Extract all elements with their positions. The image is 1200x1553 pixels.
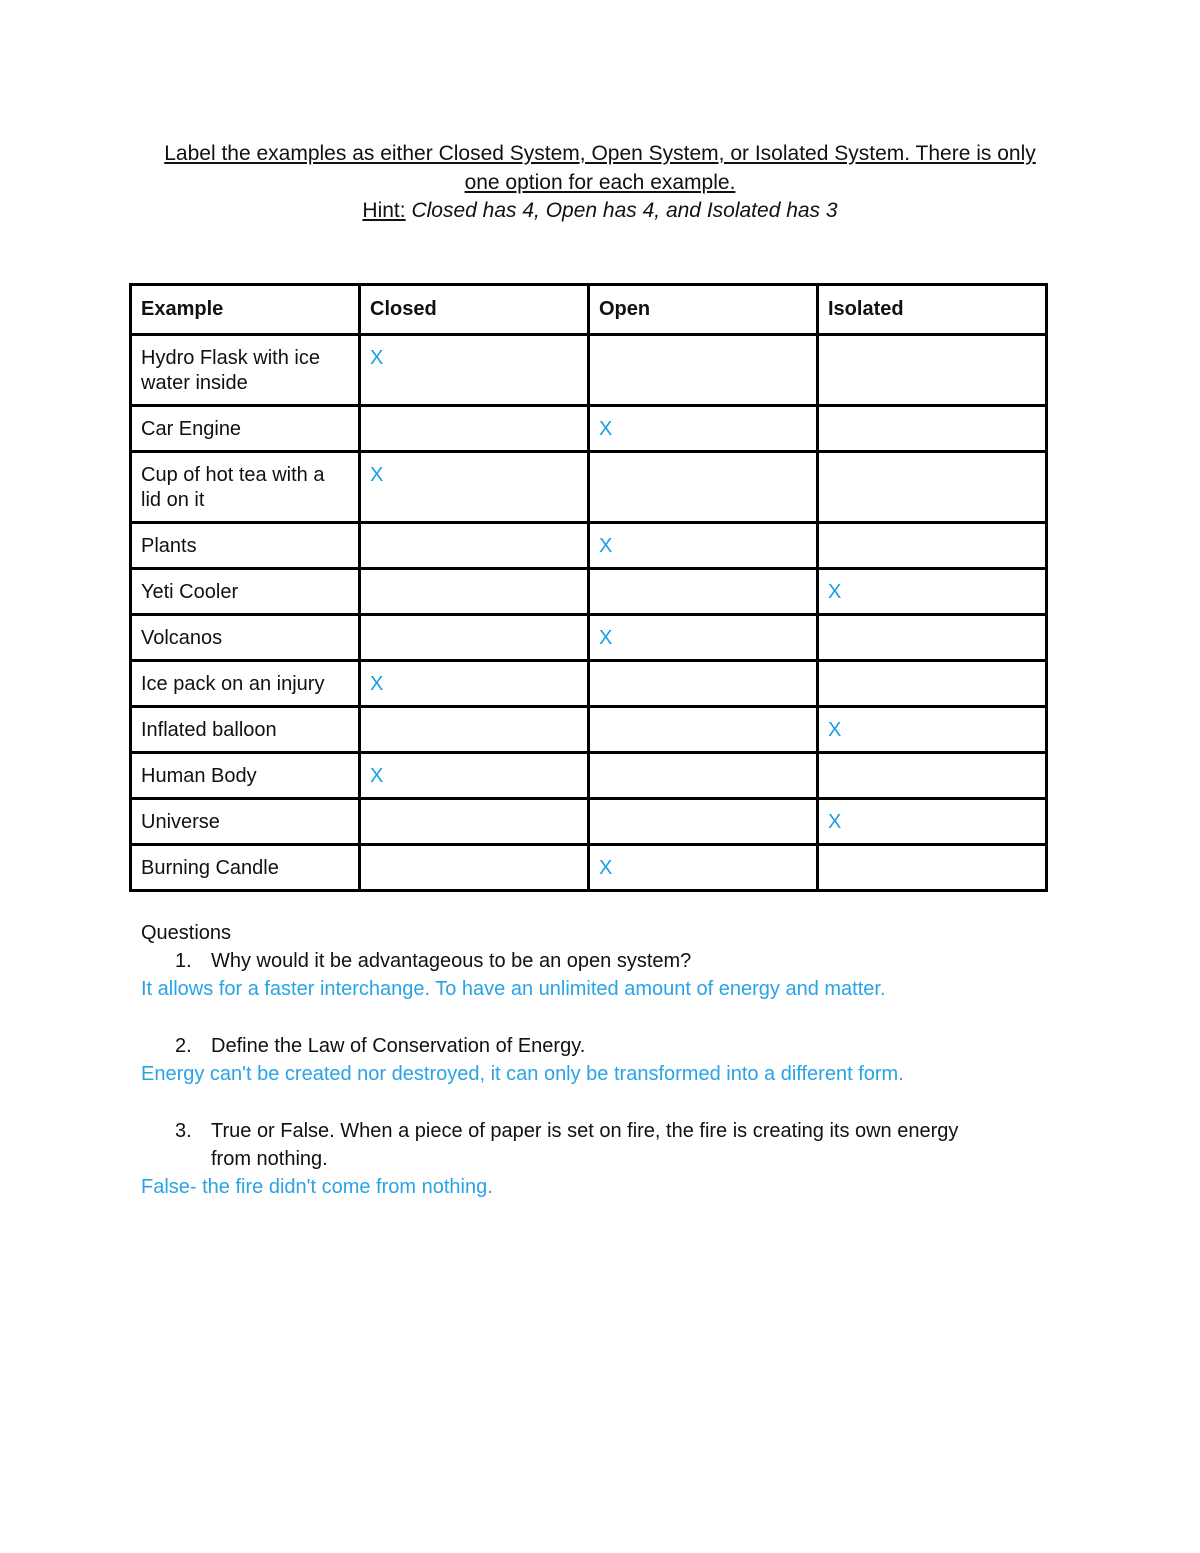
hint-text: Closed has 4, Open has 4, and Isolated has 3 [411, 199, 838, 222]
cell-isolated [818, 523, 1047, 569]
hint-label: Hint: [362, 199, 406, 222]
question-block-2 [141, 1032, 1041, 1089]
cell-example: Cup of hot tea with a lid on it [131, 452, 360, 523]
cell-closed: X [360, 452, 589, 523]
cell-open: X [589, 845, 818, 891]
cell-example: Universe [131, 799, 360, 845]
question-3 [141, 1117, 1041, 1173]
table-row [131, 753, 1047, 799]
table-row [131, 335, 1047, 406]
cell-closed [360, 615, 589, 661]
answer-1: It allows for a faster interchange. To have an unlimited amount of energy and matter. [141, 978, 886, 1000]
table-row [131, 615, 1047, 661]
cell-open: X [589, 615, 818, 661]
question-2 [141, 1032, 1041, 1060]
cell-example: Human Body [131, 753, 360, 799]
table-row [131, 406, 1047, 452]
cell-example: Yeti Cooler [131, 569, 360, 615]
question-text: Why would it be advantageous to be an open system? [211, 950, 692, 972]
cell-open [589, 335, 818, 406]
table-row [131, 799, 1047, 845]
table-header-row [131, 285, 1047, 335]
cell-example: Ice pack on an injury [131, 661, 360, 707]
cell-example: Volcanos [131, 615, 360, 661]
cell-open: X [589, 406, 818, 452]
cell-example: Hydro Flask with ice water inside [131, 335, 360, 406]
cell-open [589, 452, 818, 523]
answer-2: Energy can't be created nor destroyed, it can only be transformed into a different form. [141, 1063, 904, 1085]
table-row [131, 845, 1047, 891]
table-row [131, 452, 1047, 523]
question-text-line-1: True or False. When a piece of paper is set on fire, the fire is creating its own energy [211, 1120, 959, 1142]
cell-open [589, 569, 818, 615]
cell-open: X [589, 523, 818, 569]
instructions [130, 140, 1070, 226]
question-1 [141, 947, 1041, 975]
header-closed: Closed [360, 285, 589, 335]
cell-closed [360, 406, 589, 452]
cell-isolated [818, 661, 1047, 707]
question-text: Define the Law of Conservation of Energy. [211, 1035, 586, 1057]
question-block-3 [141, 1117, 1041, 1202]
instructions-line-1: Label the examples as either Closed System, Open System, or Isolated System. There is only [164, 142, 1036, 165]
questions-section [141, 919, 1041, 1202]
table-row [131, 707, 1047, 753]
cell-closed: X [360, 661, 589, 707]
system-classification-table [129, 283, 1048, 892]
cell-closed [360, 523, 589, 569]
cell-isolated [818, 406, 1047, 452]
header-isolated: Isolated [818, 285, 1047, 335]
cell-closed [360, 707, 589, 753]
cell-closed [360, 569, 589, 615]
cell-open [589, 661, 818, 707]
answer-3: False- the fire didn't come from nothing. [141, 1176, 493, 1198]
questions-title: Questions [141, 922, 232, 944]
cell-isolated [818, 753, 1047, 799]
cell-closed: X [360, 335, 589, 406]
hint-line [130, 197, 1070, 226]
cell-open [589, 799, 818, 845]
header-example: Example [131, 285, 360, 335]
cell-isolated [818, 615, 1047, 661]
cell-open [589, 707, 818, 753]
cell-isolated: X [818, 707, 1047, 753]
question-number: 2. [175, 1035, 192, 1057]
table-body [131, 335, 1047, 891]
question-block-1 [141, 947, 1041, 1004]
table-row [131, 661, 1047, 707]
cell-closed [360, 799, 589, 845]
question-number: 1. [175, 950, 192, 972]
header-open: Open [589, 285, 818, 335]
cell-isolated [818, 452, 1047, 523]
cell-isolated [818, 335, 1047, 406]
cell-closed [360, 845, 589, 891]
question-text-line-2: from nothing. [211, 1148, 328, 1170]
cell-closed: X [360, 753, 589, 799]
instructions-line-2: one option for each example. [464, 170, 736, 194]
cell-open [589, 753, 818, 799]
cell-isolated: X [818, 569, 1047, 615]
cell-example: Burning Candle [131, 845, 360, 891]
cell-isolated: X [818, 799, 1047, 845]
table-row [131, 569, 1047, 615]
cell-isolated [818, 845, 1047, 891]
cell-example: Plants [131, 523, 360, 569]
question-number: 3. [175, 1120, 192, 1142]
cell-example: Car Engine [131, 406, 360, 452]
cell-example: Inflated balloon [131, 707, 360, 753]
table-row [131, 523, 1047, 569]
